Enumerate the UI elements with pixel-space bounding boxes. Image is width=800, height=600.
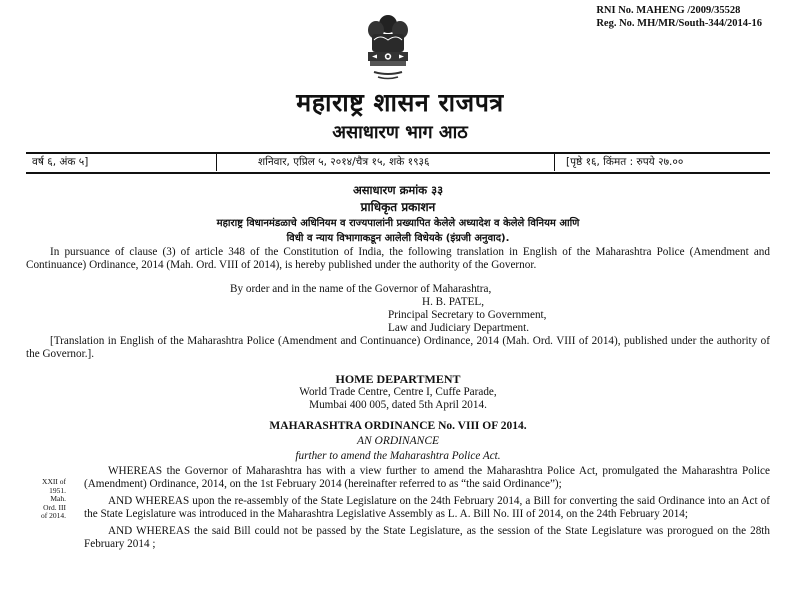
ordinance-heading: MAHARASHTRA ORDINANCE No. VIII OF 2014.	[269, 420, 527, 432]
department-name: HOME DEPARTMENT	[335, 372, 461, 386]
signatory-department: Law and Judiciary Department.	[388, 322, 530, 334]
translation-note-text: [Translation in English of the Maharashtra Police (Amendment and Continuance) Ordinance, 2014 (Mah. Ord. VIII of 2014), published under the authority of the Governor.].	[26, 335, 770, 360]
reg-number: Reg. No. MH/MR/South-344/2014-16	[596, 18, 762, 29]
margin-note-line: Ord. III	[43, 502, 66, 512]
signatory-name: H. B. PATEL,	[422, 296, 485, 308]
ordinance-sub: AN ORDINANCE	[356, 435, 440, 447]
registration-block	[596, 4, 762, 30]
whereas-paragraph-1: WHEREAS the Governor of Maharashtra has with a view further to amend the Maharashtra Police Act, promulgated the Maharashtra Police (Amendment) Ordinance, 2014, on the 1st February 2014 (hereinafter referred to as “the said Ordinance”);	[84, 465, 770, 490]
issue-bar	[26, 153, 770, 171]
translation-note	[26, 335, 770, 360]
department-dated: Mumbai 400 005, dated 5th April 2014.	[309, 399, 487, 411]
issue-volume: वर्ष ६, अंक ५]	[32, 156, 89, 168]
gazette-title: महाराष्ट्र शासन राजपत्र	[296, 88, 504, 117]
margin-note-line: 1951.	[49, 485, 66, 495]
pursuance-text: In pursuance of clause (3) of article 348 of the Constitution of India, the following translation in English of the Maharashtra Police (Amendment and Continuance) Ordinance, 2014 (Mah. Ord. VIII of 2014), is hereby published under the authority of the Governor.	[26, 246, 770, 271]
margin-note-line: of 2014.	[41, 511, 66, 520]
ordinance-purpose: further to amend the Maharashtra Police Act.	[295, 450, 501, 462]
whereas-paragraph-3: AND WHEREAS the said Bill could not be passed by the State Legislature, as the session of the State Legislature was prorogued on the 28th February 2014 ;	[84, 525, 770, 550]
divider	[216, 153, 217, 171]
department-address: World Trade Centre, Centre I, Cuffe Parade,	[299, 386, 497, 398]
whereas-paragraph-2: AND WHEREAS upon the re-assembly of the State Legislature on the 24th February 2014, a Bill for converting the said Ordinance into an Act of the State Legislature was introduced in the Maharashtra Legislative Assembly as L. A. Bill No. III of 2014, on the 24th February 2014;	[84, 495, 770, 520]
extraordinary-number: असाधारण क्रमांक ३३	[352, 183, 444, 197]
ordinance-body	[84, 465, 770, 550]
pursuance-paragraph	[26, 246, 770, 271]
issue-pages-price: [पृष्ठे १६, किंमत : रुपये २७.००	[566, 156, 684, 168]
marathi-line-2: विधी व न्याय विभागाकडून आलेली विधेयके (इंग्रजी अनुवाद).	[286, 233, 510, 244]
bottom-rule	[26, 172, 770, 174]
marathi-line-1: महाराष्ट्र विधानमंडळाचे अधिनियम व राज्यपालांनी प्रख्यापित केलेले अध्यादेश व केलेले विनियम आणि	[216, 218, 580, 229]
issue-date: शनिवार, एप्रिल ५, २०१४/चैत्र १५, शके १९३६	[258, 156, 430, 168]
margin-note	[26, 478, 66, 521]
rni-number: RNI No. MAHENG /2009/35528	[596, 5, 741, 16]
divider	[554, 153, 555, 171]
margin-note-line: XXII of	[42, 477, 66, 486]
authorized-publication: प्राधिकृत प्रकाशन	[360, 200, 436, 214]
signatory-designation: Principal Secretary to Government,	[388, 309, 547, 321]
by-order-line: By order and in the name of the Governor of Maharashtra,	[230, 283, 492, 295]
state-emblem-icon	[360, 10, 416, 82]
gazette-subtitle: असाधारण भाग आठ	[332, 122, 468, 143]
margin-note-line: Mah.	[50, 494, 66, 503]
